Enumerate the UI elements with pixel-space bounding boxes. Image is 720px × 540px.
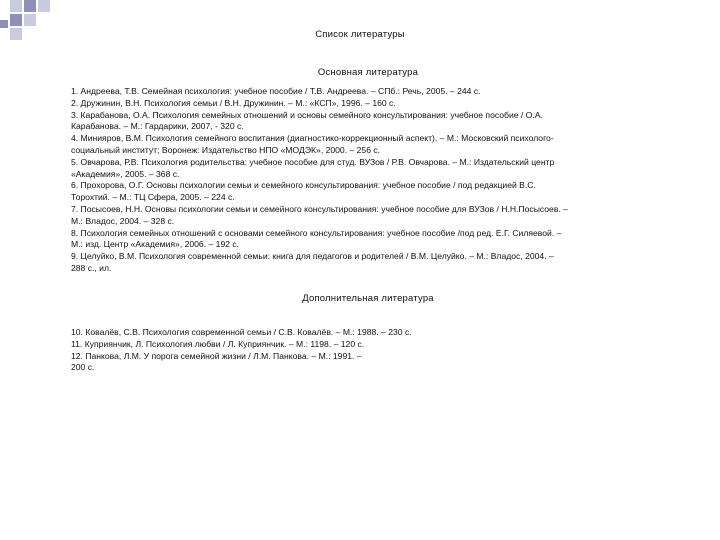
bibliography-entry: 3. Карабанова, О.А. Психология семейных отношений и основы семейного консультирования: учебное пособие / О.А. Карабанова. – М.: Гардарики, 2007, - 320 с. <box>71 109 543 132</box>
bibliography-entry: 8. Психология семейных отношений с основами семейного консультирования: учебное пособие /под ред. Е.Г. Силяевой. – М.: изд. Центр «Академия», 2006. – 192 с. <box>71 227 562 250</box>
bibliography-entry: 6. Прохорова, О.Г. Основы психологии семьи и семейного консультирования: учебное пособие / под редакцией В.С. Торохтий. – М.: ТЦ Сфера, 2005. – 224 с. <box>71 180 536 203</box>
decorative-square <box>10 14 22 26</box>
decorative-square <box>24 14 36 26</box>
bibliography-entry: 12. Панкова, Л.М. У порога семейной жизни / Л.М. Панкова. – М.: 1991. – 200 с. <box>71 350 362 373</box>
bibliography-entry: 5. Овчарова, Р.В. Психология родительства: учебное пособие для студ. ВУЗов / Р.В. Овчарова. – М.: Издательский центр «Академия», 2005. – 368 с. <box>71 156 555 179</box>
bibliography-entry: 9. Целуйко, В.М. Психология современной семьи: книга для педагогов и родителей / В.М. Целуйко. – М.: Владос, 2004. – 288 с., ил. <box>71 251 554 273</box>
bibliography-entry: 4. Минияров, В.М. Психология семейного воспитания (диагностико-коррекционный аспект). – М.: Московский психолого- социальный институт; Воронеж: Издательство НПО «МОДЭК», 2000. – 256 с. <box>71 133 554 155</box>
decorative-square <box>10 0 22 12</box>
additional-section-title: Дополнительная литература <box>302 293 434 304</box>
decorative-square <box>38 0 50 12</box>
bibliography-entry: 10. Ковалёв, С.В. Психология современной семьи / С.В. Ковалёв. – М.: 1988. – 230 с. <box>71 327 412 337</box>
document-title: Список литературы <box>315 29 405 40</box>
decorative-square <box>0 20 8 28</box>
main-bibliography-list <box>71 86 651 275</box>
bibliography-entry: 2. Дружинин, В.Н. Психология семьи / В.Н. Дружинин. – М.: «КСП», 1996. – 160 с. <box>71 97 396 108</box>
main-section-title: Основная литература <box>317 67 419 78</box>
bibliography-entry: 11. Куприянчик, Л. Психология любви / Л. Куприянчик. – М.: 1198. – 120 с. <box>71 338 365 349</box>
additional-bibliography-list <box>71 327 651 374</box>
bibliography-entry: 1. Андреева, Т.В. Семейная психология: учебное пособие / Т.В. Андреева. – СПб.: Речь, 2005. – 244 с. <box>71 86 481 96</box>
decorative-square <box>24 0 36 12</box>
bibliography-entry: 7. Посысоев, Н.Н. Основы психологии семьи и семейного консультирования: учебное пособие для ВУЗов / Н.Н.Посысоев. – М.: Владос, 2004. – 328 с. <box>71 203 568 226</box>
